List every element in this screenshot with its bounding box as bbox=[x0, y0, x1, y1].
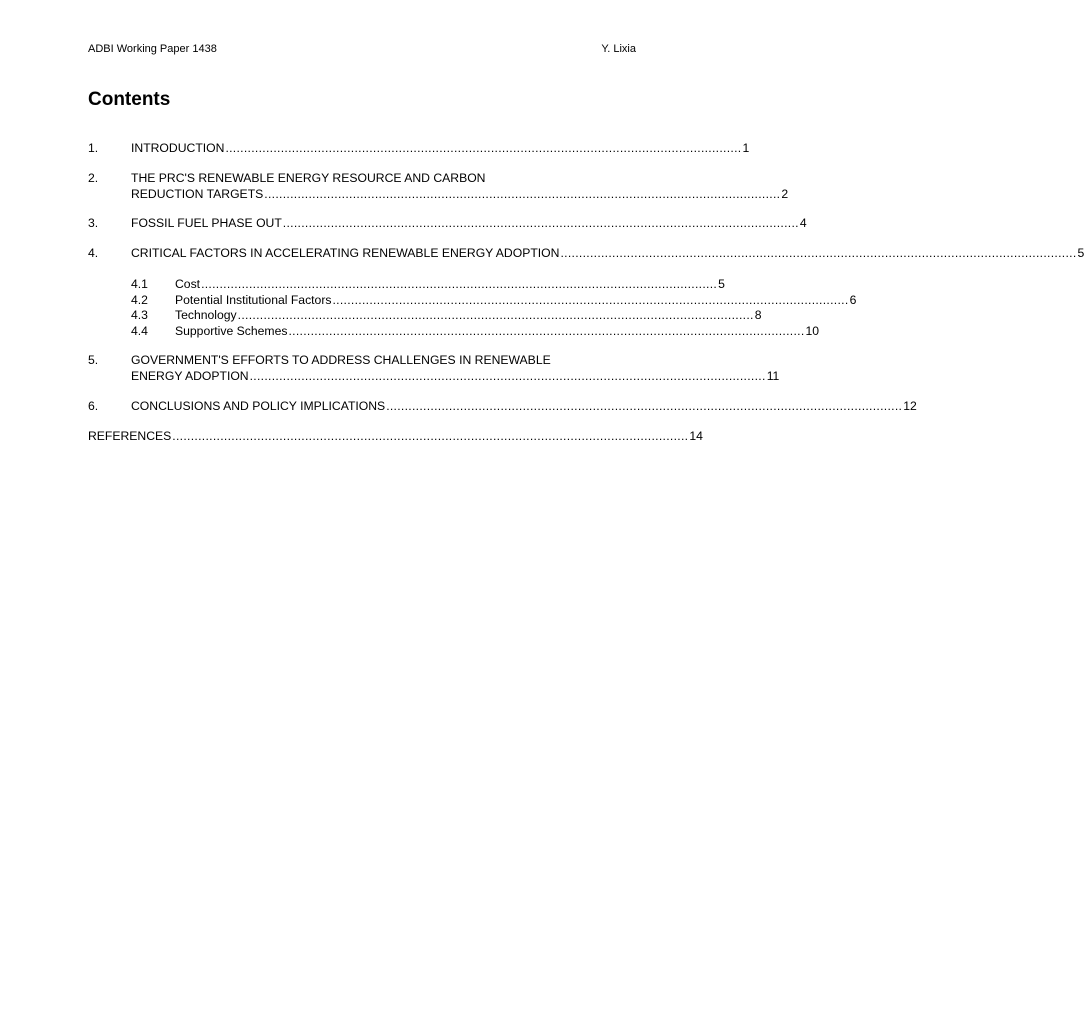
dot-leader: ............................................................................................................................................ bbox=[172, 429, 689, 443]
dot-leader: ............................................................................................................................................ bbox=[237, 308, 754, 322]
toc-page-number: 11 bbox=[766, 368, 780, 383]
dot-leader: ............................................................................................................................................ bbox=[249, 368, 766, 383]
toc-entry-number: 6. bbox=[88, 399, 99, 413]
toc-entry-number: 2. bbox=[88, 171, 99, 185]
toc-entry-line bbox=[175, 292, 857, 309]
toc-page-number: 2 bbox=[781, 186, 789, 201]
toc-entry-title: FOSSIL FUEL PHASE OUT bbox=[131, 216, 282, 230]
toc-entry-number: 5. bbox=[88, 353, 99, 367]
toc-entry-title: Supportive Schemes bbox=[175, 323, 288, 338]
toc-entry-title: INTRODUCTION bbox=[131, 141, 225, 155]
toc-entry-title-line2: ENERGY ADOPTION bbox=[131, 368, 249, 383]
toc-entry-title: Cost bbox=[175, 277, 201, 291]
toc-entry-number: 4.4 bbox=[131, 323, 148, 338]
toc-entry-title-line1: THE PRC'S RENEWABLE ENERGY RESOURCE AND CARBON bbox=[131, 171, 486, 185]
toc-entry-line bbox=[131, 368, 780, 385]
dot-leader: ............................................................................................................................................ bbox=[560, 246, 1077, 260]
toc-entry-number: 1. bbox=[88, 141, 99, 155]
toc-entry-title: Potential Institutional Factors bbox=[175, 292, 332, 307]
toc-entry-number: 4.1 bbox=[131, 277, 148, 291]
toc-page-number: 10 bbox=[805, 323, 820, 338]
dot-leader: ............................................................................................................................................ bbox=[264, 186, 781, 201]
dot-leader: ............................................................................................................................................ bbox=[332, 292, 849, 307]
toc-entry-title-line1: GOVERNMENT'S EFFORTS TO ADDRESS CHALLENGES IN RENEWABLE bbox=[131, 353, 551, 367]
toc-page-number: 4 bbox=[799, 216, 807, 230]
toc-entry-line bbox=[131, 246, 1084, 262]
dot-leader: ............................................................................................................................................ bbox=[282, 216, 799, 230]
toc-entry-number: 3. bbox=[88, 216, 99, 230]
toc-page-number: 5 bbox=[1077, 246, 1084, 260]
toc-entry-number: 4.2 bbox=[131, 292, 148, 307]
toc-entry-line bbox=[175, 277, 725, 293]
toc-entry-title: CONCLUSIONS AND POLICY IMPLICATIONS bbox=[131, 399, 386, 413]
header-paper-id: ADBI Working Paper 1438 bbox=[88, 43, 217, 55]
toc-page-number: 14 bbox=[689, 429, 703, 443]
toc-entry-title: CRITICAL FACTORS IN ACCELERATING RENEWABLE ENERGY ADOPTION bbox=[131, 246, 560, 260]
contents-heading: Contents bbox=[88, 89, 171, 110]
dot-leader: ............................................................................................................................................ bbox=[288, 323, 805, 338]
toc-entry-line bbox=[175, 308, 762, 324]
toc-page-number: 6 bbox=[849, 292, 857, 307]
dot-leader: ............................................................................................................................................ bbox=[225, 141, 742, 155]
toc-entry-line bbox=[175, 323, 820, 340]
toc-entry-title: Technology bbox=[175, 308, 237, 322]
toc-page-number: 8 bbox=[754, 308, 762, 322]
toc-entry-line bbox=[131, 186, 789, 203]
toc-page-number: 1 bbox=[742, 141, 750, 155]
toc-entry-number: 4.3 bbox=[131, 308, 148, 322]
header-author: Y. Lixia bbox=[601, 43, 636, 55]
toc-entry-title-line2: REDUCTION TARGETS bbox=[131, 186, 264, 201]
toc-entry-line bbox=[131, 399, 917, 415]
toc-entry-title: REFERENCES bbox=[88, 429, 172, 443]
toc-page-number: 5 bbox=[718, 277, 725, 291]
toc-entry-line bbox=[88, 429, 703, 445]
toc-entry-number: 4. bbox=[88, 246, 99, 260]
dot-leader: ............................................................................................................................................ bbox=[201, 277, 718, 291]
dot-leader: ............................................................................................................................................ bbox=[386, 399, 903, 413]
toc-entry-line bbox=[131, 216, 807, 232]
toc-page-number: 12 bbox=[903, 399, 917, 413]
toc-entry-line bbox=[131, 141, 750, 157]
